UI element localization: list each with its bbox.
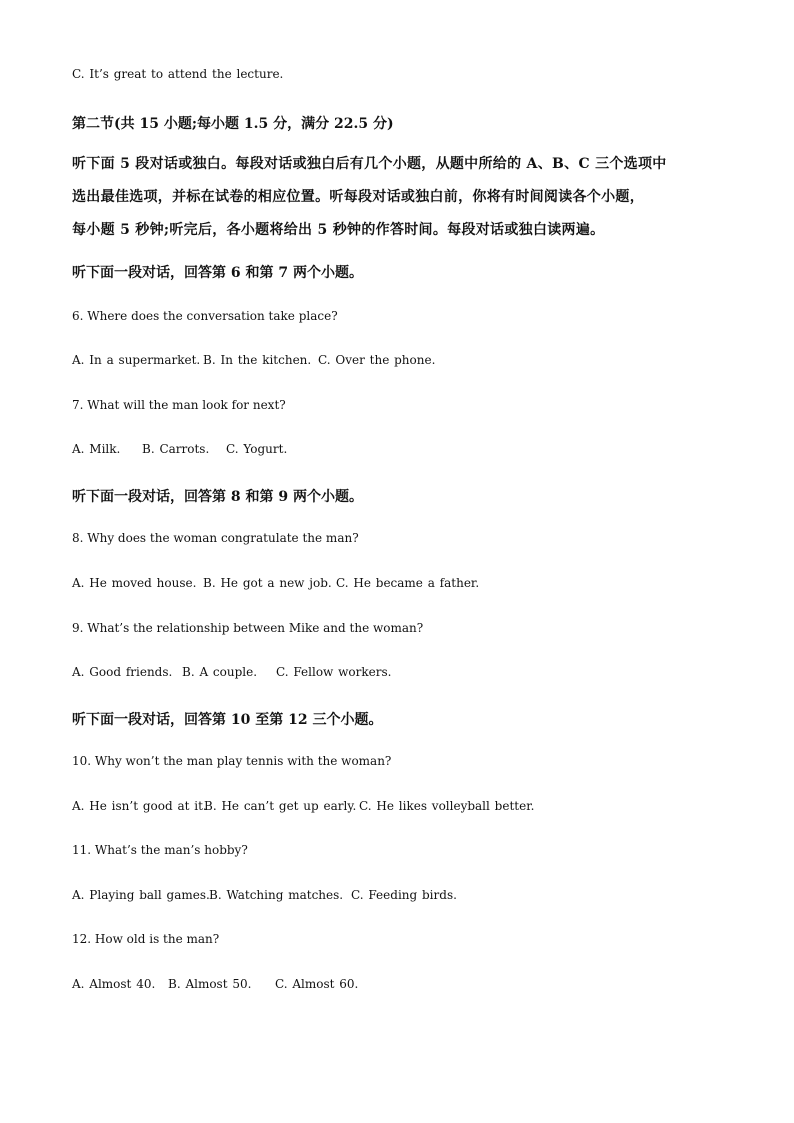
- option-a[interactable]: A. Playing ball games.: [72, 888, 210, 902]
- question-12-options: [72, 977, 358, 991]
- option-c[interactable]: C. He became a father.: [336, 576, 480, 590]
- question-11-options: [72, 888, 457, 902]
- option-b[interactable]: B. A couple.: [182, 665, 258, 679]
- group-heading-10-12: 听下面一段对话，回答第 10 至第 12 三个小题。: [72, 712, 383, 728]
- option-a[interactable]: A. He isn’t good at it.: [72, 799, 207, 813]
- option-c[interactable]: C. Almost 60.: [275, 977, 359, 991]
- section-title: 第二节(共 15 小题;每小题 1.5 分，满分 22.5 分): [72, 116, 394, 132]
- question-8: 8. Why does the woman congratulate the man?: [72, 531, 359, 545]
- question-7-options: [72, 442, 287, 456]
- option-a[interactable]: A. Almost 40.: [72, 977, 156, 991]
- question-8-options: [72, 576, 479, 590]
- question-6-options: [72, 353, 435, 367]
- option-b[interactable]: B. He can’t get up early.: [204, 799, 357, 813]
- option-c[interactable]: C. Over the phone.: [318, 353, 436, 367]
- instructions-line: 听下面 5 段对话或独白。每段对话或独白后有几个小题，从题中所给的 A、B、C 三个选项中: [72, 156, 667, 172]
- instructions-line: 选出最佳选项，并标在试卷的相应位置。听每段对话或独白前，你将有时间阅读各个小题，: [72, 189, 644, 205]
- option-b[interactable]: B. Almost 50.: [168, 977, 252, 991]
- option-a[interactable]: A. Milk.: [72, 442, 121, 456]
- question-10-options: [72, 799, 534, 813]
- question-7: 7. What will the man look for next?: [72, 398, 286, 412]
- question-9: 9. What’s the relationship between Mike and the woman?: [72, 621, 424, 635]
- question-10: 10. Why won’t the man play tennis with the woman?: [72, 754, 392, 768]
- question-12: 12. How old is the man?: [72, 932, 220, 946]
- group-heading-6-7: 听下面一段对话，回答第 6 和第 7 两个小题。: [72, 265, 363, 281]
- option-b[interactable]: B. In the kitchen.: [203, 353, 312, 367]
- option-a[interactable]: A. Good friends.: [72, 665, 173, 679]
- option-c[interactable]: C. Fellow workers.: [276, 665, 392, 679]
- question-6: 6. Where does the conversation take place?: [72, 309, 338, 323]
- prev-option-c: C. It’s great to attend the lecture.: [72, 67, 284, 81]
- question-11: 11. What’s the man’s hobby?: [72, 843, 248, 857]
- instructions-line: 每小题 5 秒钟;听完后，各小题将给出 5 秒钟的作答时间。每段对话或独白读两遍。: [72, 222, 605, 238]
- instructions-paragraph: [72, 148, 732, 247]
- option-b[interactable]: B. Watching matches.: [209, 888, 344, 902]
- option-c[interactable]: C. He likes volleyball better.: [359, 799, 535, 813]
- option-a[interactable]: A. In a supermarket.: [72, 353, 201, 367]
- question-9-options: [72, 665, 391, 679]
- option-b[interactable]: B. He got a new job.: [203, 576, 332, 590]
- option-c[interactable]: C. Yogurt.: [226, 442, 288, 456]
- group-heading-8-9: 听下面一段对话，回答第 8 和第 9 两个小题。: [72, 489, 363, 505]
- option-a[interactable]: A. He moved house.: [72, 576, 197, 590]
- option-b[interactable]: B. Carrots.: [142, 442, 210, 456]
- option-c[interactable]: C. Feeding birds.: [351, 888, 457, 902]
